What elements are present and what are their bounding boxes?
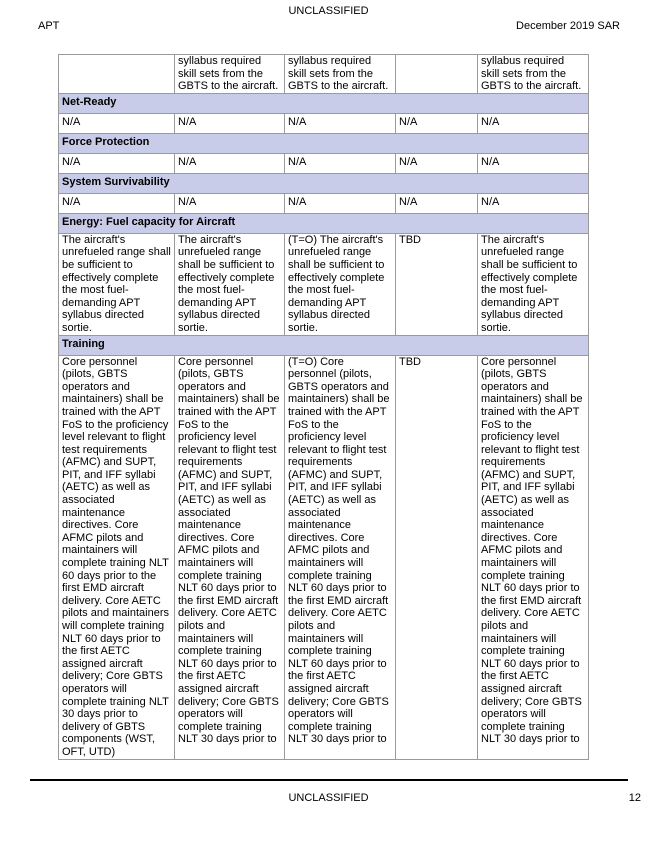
table-cell: Core personnel (pilots, GBTS operators and maintainers) shall be trained with the APT FoS to the proficiency level relevant to flight test requirements (AFMC) and SUPT, PIT, and IFF syllabi (AETC) as well as associated maintenance directives. Core AFMC pilots and maintainers will complete training NLT 60 days prior to the first EMD aircraft delivery. Core AETC pilots and maintainers will complete training NLT 60 days prior to the first AETC assigned aircraft delivery; Core GBTS operators will complete training NLT 30 days prior to delivery of GBTS components (WST, OFT, UTD) bbox=[59, 355, 175, 759]
table-cell: The aircraft's unrefueled range shall be sufficient to effectively complete the most fuel-demanding APT syllabus directed sortie. bbox=[175, 233, 285, 335]
table-row bbox=[59, 233, 589, 335]
report-title: December 2019 SAR bbox=[516, 20, 620, 32]
table-row bbox=[59, 55, 589, 94]
table-cell: N/A bbox=[396, 153, 478, 173]
table-cell: N/A bbox=[478, 113, 589, 133]
table-cell: syllabus required skill sets from the GBTS to the aircraft. bbox=[285, 55, 396, 94]
table-cell: N/A bbox=[396, 113, 478, 133]
table-cell: N/A bbox=[175, 153, 285, 173]
table-cell: (T=O) The aircraft's unrefueled range shall be sufficient to effectively complete the most fuel-demanding APT syllabus directed sortie. bbox=[285, 233, 396, 335]
program-name: APT bbox=[38, 20, 60, 32]
table-row bbox=[59, 153, 589, 173]
requirements-table bbox=[58, 54, 589, 760]
table-cell: N/A bbox=[285, 153, 396, 173]
table-cell: TBD bbox=[396, 233, 478, 335]
classification-header: UNCLASSIFIED bbox=[288, 5, 369, 17]
page-number: 12 bbox=[628, 792, 641, 804]
section-title-system-survivability: System Survivability bbox=[59, 173, 589, 193]
table-cell: syllabus required skill sets from the GBTS to the aircraft. bbox=[478, 55, 589, 94]
section-title-energy: Energy: Fuel capacity for Aircraft bbox=[59, 213, 589, 233]
table-cell: N/A bbox=[175, 113, 285, 133]
table-cell: N/A bbox=[478, 153, 589, 173]
section-header-row bbox=[59, 133, 589, 153]
table-cell bbox=[59, 55, 175, 94]
section-header-row bbox=[59, 213, 589, 233]
table-cell: The aircraft's unrefueled range shall be sufficient to effectively complete the most fuel-demanding APT syllabus directed sortie. bbox=[59, 233, 175, 335]
table-cell: Core personnel (pilots, GBTS operators and maintainers) shall be trained with the APT FoS to the proficiency level relevant to flight test requirements (AFMC) and SUPT, PIT, and IFF syllabi (AETC) as well as associated maintenance directives. Core AFMC pilots and maintainers will complete training NLT 60 days prior to the first EMD aircraft delivery. Core AETC pilots and maintainers will complete training NLT 60 days prior to the first AETC assigned aircraft delivery; Core GBTS operators will complete training NLT 30 days prior to bbox=[478, 355, 589, 759]
table-cell: N/A bbox=[396, 193, 478, 213]
table-cell: syllabus required skill sets from the GBTS to the aircraft. bbox=[175, 55, 285, 94]
section-title-training: Training bbox=[59, 335, 589, 355]
section-header-row bbox=[59, 173, 589, 193]
table-cell: Core personnel (pilots, GBTS operators and maintainers) shall be trained with the APT FoS to the proficiency level relevant to flight test requirements (AFMC) and SUPT, PIT, and IFF syllabi (AETC) as well as associated maintenance directives. Core AFMC pilots and maintainers will complete training NLT 60 days prior to the first EMD aircraft delivery. Core AETC pilots and maintainers will complete training NLT 60 days prior to the first AETC assigned aircraft delivery; Core GBTS operators will complete training NLT 30 days prior to bbox=[175, 355, 285, 759]
table-cell: N/A bbox=[478, 193, 589, 213]
table-row bbox=[59, 355, 589, 759]
section-header-row bbox=[59, 93, 589, 113]
table-cell: N/A bbox=[285, 193, 396, 213]
table-cell: The aircraft's unrefueled range shall be sufficient to effectively complete the most fuel-demanding APT syllabus directed sortie. bbox=[478, 233, 589, 335]
table-row bbox=[59, 113, 589, 133]
table-cell: N/A bbox=[59, 113, 175, 133]
table-cell: N/A bbox=[59, 153, 175, 173]
table-cell: N/A bbox=[175, 193, 285, 213]
table-cell: TBD bbox=[396, 355, 478, 759]
section-title-net-ready: Net-Ready bbox=[59, 93, 589, 113]
section-title-force-protection: Force Protection bbox=[59, 133, 589, 153]
table-cell: N/A bbox=[285, 113, 396, 133]
table-row bbox=[59, 193, 589, 213]
classification-footer: UNCLASSIFIED bbox=[288, 792, 369, 804]
section-header-row bbox=[59, 335, 589, 355]
table-cell: N/A bbox=[59, 193, 175, 213]
table-cell: (T=O) Core personnel (pilots, GBTS operators and maintainers) shall be trained with the APT FoS to the proficiency level relevant to flight test requirements (AFMC) and SUPT, PIT, and IFF syllabi (AETC) as well as associated maintenance directives. Core AFMC pilots and maintainers will complete training NLT 60 days prior to the first EMD aircraft delivery. Core AETC pilots and maintainers will complete training NLT 60 days prior to the first AETC assigned aircraft delivery; Core GBTS operators will complete training NLT 30 days prior to bbox=[285, 355, 396, 759]
footer-divider bbox=[30, 779, 628, 781]
table-cell bbox=[396, 55, 478, 94]
